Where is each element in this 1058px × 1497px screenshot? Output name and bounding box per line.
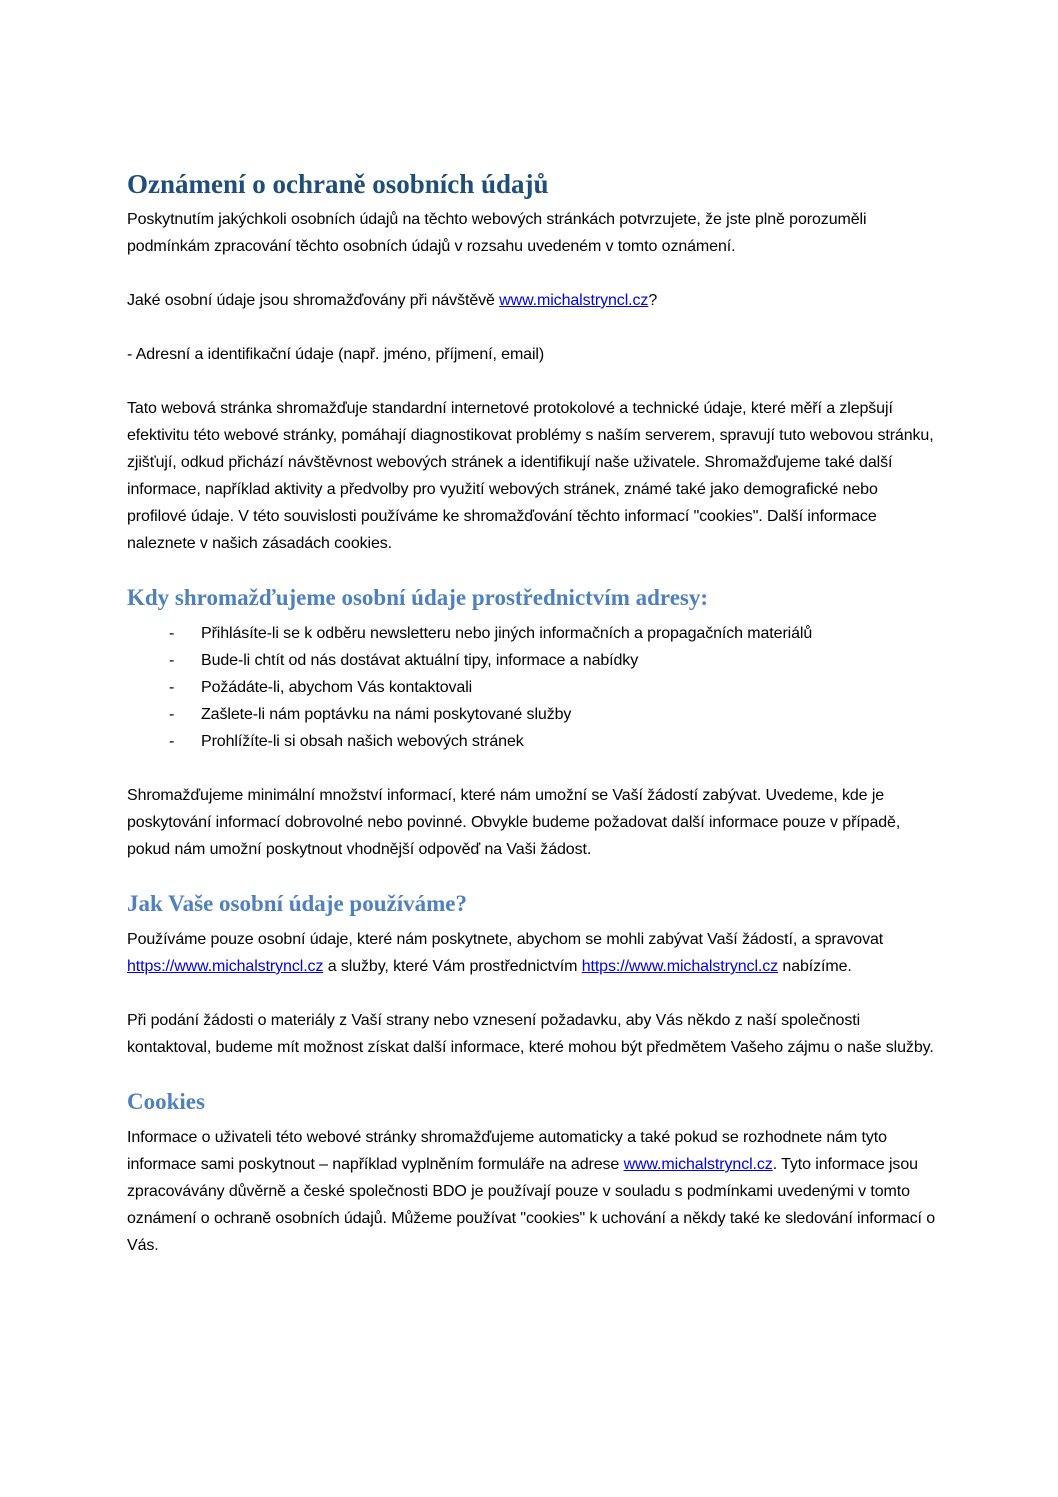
minimal-info-paragraph: Shromažďujeme minimální množství informací, které nám umožní se Vaší žádostí zabývat. Uvedeme, kde je poskytování informací dobrovolné nebo povinné. Obvykle budeme požadovat další informace pouze v případě, pokud nám umožní poskytnout vhodnější odpověď na Vaši žádost. <box>127 787 901 858</box>
contact-request-paragraph: Při podání žádosti o materiály z Vaší strany nebo vznesení požadavku, aby Vás někdo z naší společnosti kontaktoval, budeme mít možnost získat další informace, které mohou být předmětem Vašeho zájmu o naše služby. <box>127 1012 934 1056</box>
bullet-dash: - <box>169 625 175 642</box>
bullet-dash: - <box>169 733 175 750</box>
list-item-service-inquiry <box>127 701 937 728</box>
michalstryncl-cookies-link[interactable]: www.michalstryncl.cz <box>623 1156 773 1173</box>
list-item-text: Požádáte-li, abychom Vás kontaktovali <box>201 679 473 696</box>
michalstryncl-https-link-2[interactable]: https://www.michalstryncl.cz <box>581 958 779 975</box>
section-heading-usage: Jak Vaše osobní údaje používáme? <box>127 891 467 916</box>
list-item-contact-request <box>127 674 937 701</box>
list-item-browsing <box>127 728 937 755</box>
usage-paragraph <box>127 926 937 980</box>
question-suffix-text: ? <box>648 292 658 309</box>
cookies-text-1: Informace o uživateli této webové stránky shromažďujeme automaticky a také pokud se rozhodnete nám tyto informace sami poskytnout – například vyplněním formuláře na adrese <box>127 1129 887 1173</box>
list-item-text: Prohlížíte-li si obsah našich webových stránek <box>201 733 524 750</box>
bullet-dash: - <box>169 679 175 696</box>
list-item-tips <box>127 647 937 674</box>
cookies-text-2: . Tyto informace jsou zpracovávány důvěrně a české společnosti BDO je používají pouze v souladu s podmínkami uvedenými v tomto oznámení o ochraně osobních údajů. Můžeme používat "cookies" k uchování a někdy také ke sledování informací o Vás. <box>127 1156 936 1254</box>
page-title: Oznámení o ochraně osobních údajů <box>127 169 549 199</box>
data-types-line: - Adresní a identifikační údaje (např. jméno, příjmení, email) <box>127 346 545 363</box>
usage-text-1: Používáme pouze osobní údaje, které nám poskytnete, abychom se mohli zabývat Vaší žádostí, a spravovat <box>127 931 884 948</box>
section-heading-when-collect: Kdy shromažďujeme osobní údaje prostřednictvím adresy: <box>127 585 709 610</box>
question-prefix-text: Jaké osobní údaje jsou shromažďovány při návštěvě <box>127 292 500 309</box>
tech-info-paragraph: Tato webová stránka shromažďuje standardní internetové protokolové a technické údaje, které měří a zlepšují efektivitu této webové stránky, pomáhají diagnostikovat problémy s naším serverem, spravují tuto webovou stránku, zjišťují, odkud přichází návštěvnost webových stránek a identifikují naše uživatele. Shromažďujeme také další informace, například aktivity a předvolby pro využití webových stránek, známé také jako demografické nebo profilové údaje. V této souvislosti používáme ke shromažďování těchto informací "cookies". Další informace naleznete v našich zásadách cookies. <box>127 400 934 552</box>
list-item-text: Zašlete-li nám poptávku na námi poskytované služby <box>201 706 572 723</box>
collected-data-question <box>127 287 937 314</box>
list-item-newsletter <box>127 620 937 647</box>
michalstryncl-link[interactable]: www.michalstryncl.cz <box>499 292 649 309</box>
list-item-text: Přihlásíte-li se k odběru newsletteru nebo jiných informačních a propagačních materiálů <box>201 625 813 642</box>
bullet-dash: - <box>169 706 175 723</box>
usage-text-3: nabízíme. <box>778 958 852 975</box>
bullet-dash: - <box>169 652 175 669</box>
cookies-paragraph <box>127 1124 937 1259</box>
list-item-text: Bude-li chtít od nás dostávat aktuální tipy, informace a nabídky <box>201 652 639 669</box>
usage-text-2: a služby, které Vám prostřednictvím <box>323 958 582 975</box>
section-heading-cookies: Cookies <box>127 1089 205 1114</box>
intro-paragraph: Poskytnutím jakýchkoli osobních údajů na těchto webových stránkách potvrzujete, že jste plně porozuměli podmínkám zpracování těchto osobních údajů v rozsahu uvedeném v tomto oznámení. <box>127 211 867 255</box>
michalstryncl-https-link-1[interactable]: https://www.michalstryncl.cz <box>127 958 324 975</box>
collection-cases-list <box>127 620 937 755</box>
